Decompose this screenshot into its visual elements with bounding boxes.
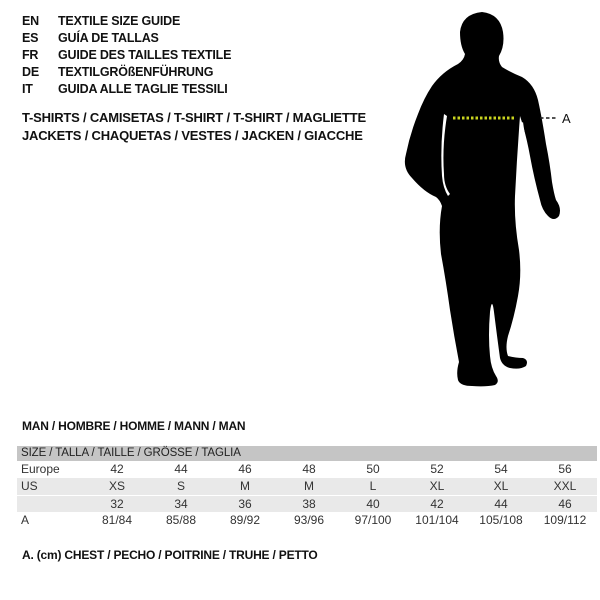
table-cell: XL <box>493 479 509 493</box>
lang-code: DE <box>22 65 39 79</box>
table-cell: S <box>176 479 185 493</box>
lang-row-es <box>22 30 231 47</box>
table-row-uk <box>17 495 597 512</box>
lang-row-fr <box>22 47 231 64</box>
table-cell: 46 <box>238 462 252 476</box>
man-silhouette-svg <box>396 6 578 396</box>
table-cell: 85/88 <box>165 513 197 527</box>
table-row-chest-a <box>17 512 597 529</box>
lang-code: FR <box>22 48 39 62</box>
table-cell: 52 <box>430 462 444 476</box>
category-line-tshirts: T-SHIRTS / CAMISETAS / T-SHIRT / T-SHIRT / MAGLIETTE <box>22 110 366 125</box>
table-cell: 32 <box>110 497 124 511</box>
table-cell: 46 <box>558 497 572 511</box>
table-cell: 81/84 <box>101 513 133 527</box>
size-table <box>17 446 597 529</box>
lang-label: GUIDA ALLE TAGLIE TESSILI <box>58 82 228 96</box>
row-label: A <box>21 513 30 527</box>
measurement-footnote: A. (cm) CHEST / PECHO / POITRINE / TRUHE / PETTO <box>22 548 318 562</box>
category-line-jackets: JACKETS / CHAQUETAS / VESTES / JACKEN / GIACCHE <box>22 127 363 143</box>
table-cell: 56 <box>558 462 572 476</box>
lang-row-de <box>22 64 231 81</box>
table-cell: 97/100 <box>354 513 392 527</box>
table-cell: 42 <box>430 497 444 511</box>
table-cell: 48 <box>302 462 316 476</box>
table-cell: 40 <box>366 497 380 511</box>
table-row-europe <box>17 461 597 478</box>
lang-row-it <box>22 81 231 98</box>
table-cell: 89/92 <box>229 513 261 527</box>
table-cell: 34 <box>174 497 188 511</box>
lang-code: ES <box>22 31 39 45</box>
table-cell: 42 <box>110 462 124 476</box>
category-list <box>22 109 366 144</box>
table-cell: XS <box>108 479 125 493</box>
man-silhouette-path <box>405 12 560 386</box>
lang-label: TEXTILE SIZE GUIDE <box>58 14 181 28</box>
row-label: Europe <box>21 462 60 476</box>
table-cell: M <box>304 479 314 493</box>
size-table-header: SIZE / TALLA / TAILLE / GRÖSSE / TAGLIA <box>17 446 597 461</box>
table-cell: 109/112 <box>543 513 587 527</box>
table-cell: 44 <box>174 462 188 476</box>
man-silhouette-figure <box>396 6 578 396</box>
table-cell: 105/108 <box>479 513 523 527</box>
table-cell: XL <box>429 479 445 493</box>
lang-code: IT <box>22 82 33 96</box>
lang-label: GUIDE DES TAILLES TEXTILE <box>58 48 232 62</box>
table-cell: 54 <box>494 462 508 476</box>
section-title-man: MAN / HOMBRE / HOMME / MANN / MAN <box>22 419 246 433</box>
table-cell: 101/104 <box>415 513 459 527</box>
table-cell: 44 <box>494 497 508 511</box>
table-cell: 36 <box>238 497 252 511</box>
table-cell: L <box>369 479 377 493</box>
lang-row-en <box>22 13 231 30</box>
row-label: US <box>21 479 38 493</box>
measure-label-a: A <box>562 111 571 126</box>
lang-label: TEXTILGRÖßENFÜHRUNG <box>58 65 214 79</box>
table-cell: 38 <box>302 497 316 511</box>
lang-code: EN <box>22 14 39 28</box>
table-cell: M <box>240 479 250 493</box>
table-cell: 93/96 <box>293 513 325 527</box>
table-row-us <box>17 478 597 495</box>
lang-label: GUÍA DE TALLAS <box>58 31 159 45</box>
table-cell: XXL <box>553 479 577 493</box>
table-cell: 50 <box>366 462 380 476</box>
language-list <box>22 13 231 98</box>
row-label <box>17 496 85 512</box>
